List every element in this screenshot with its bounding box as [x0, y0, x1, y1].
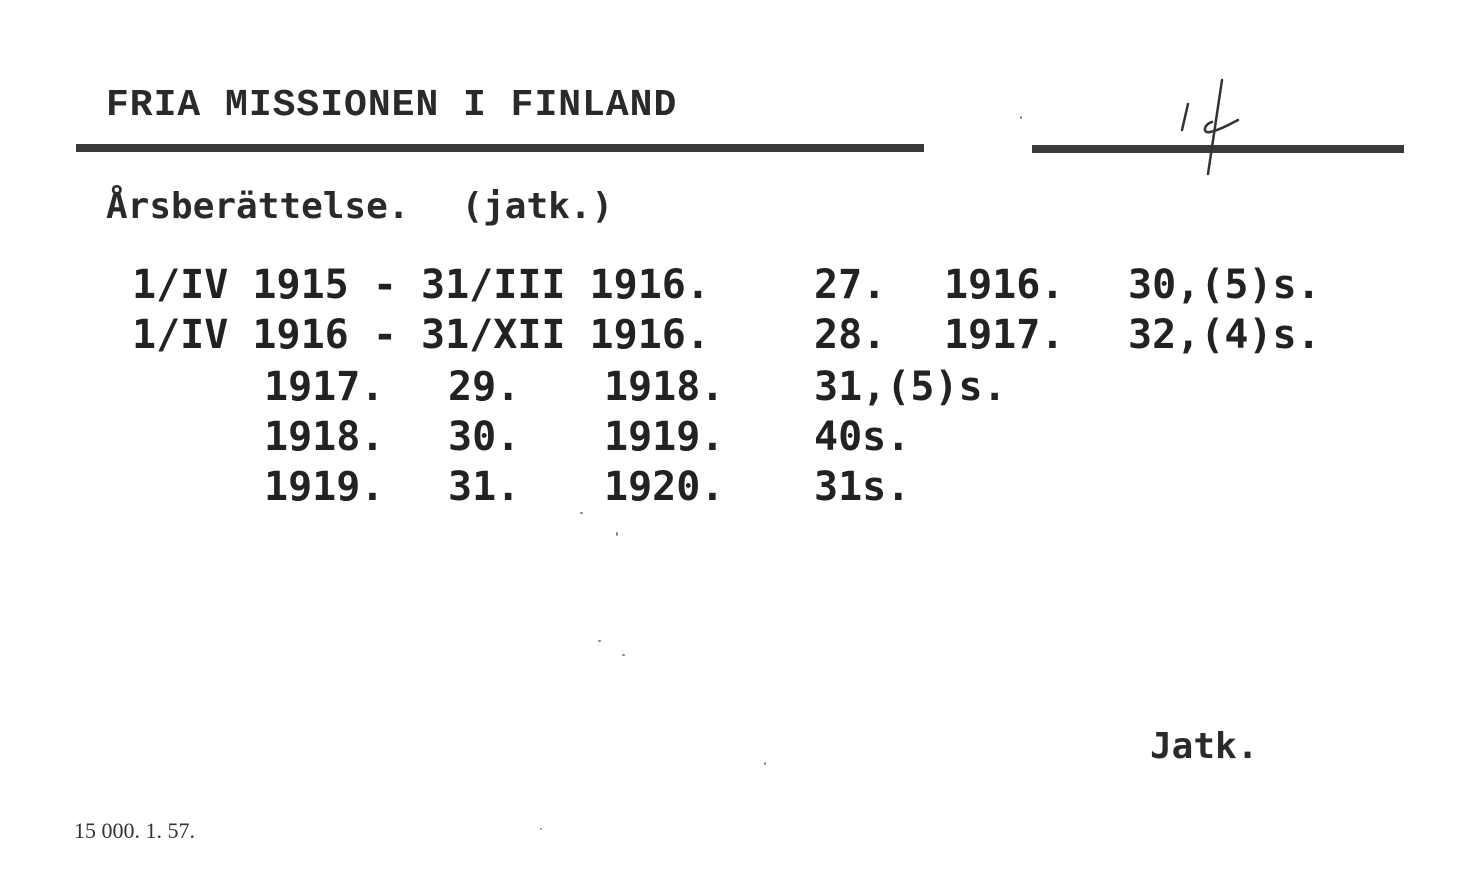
title-rule-left	[76, 144, 924, 152]
continued-label: Jatk.	[1150, 726, 1259, 767]
row-period: 1918.	[264, 414, 385, 460]
row-period: 1/IV 1916 - 31/XII 1916.	[132, 312, 710, 358]
row-number: 28.	[814, 312, 887, 358]
paper-speck	[616, 532, 618, 536]
row-number: 29.	[448, 364, 521, 410]
card-subtitle	[106, 186, 613, 227]
row-pages: 40s.	[814, 414, 911, 460]
row-year: 1916.	[944, 262, 1065, 308]
row-pages: 31,(5)s.	[814, 364, 1007, 410]
row-year: 1920.	[604, 464, 725, 510]
card-title: FRIA MISSIONEN I FINLAND	[106, 84, 678, 127]
row-period: 1919.	[264, 464, 385, 510]
print-code: 15 000. 1. 57.	[74, 818, 195, 843]
subtitle-note: (jatk.)	[461, 186, 614, 227]
paper-speck	[580, 512, 583, 514]
row-pages: 31s.	[814, 464, 911, 510]
paper-speck	[1020, 116, 1022, 119]
row-period: 1/IV 1915 - 31/III 1916.	[132, 262, 710, 308]
subtitle-main: Årsberättelse.	[106, 186, 410, 227]
row-number: 30.	[448, 414, 521, 460]
row-period: 1917.	[264, 364, 385, 410]
row-year: 1918.	[604, 364, 725, 410]
handwritten-mark	[1160, 72, 1250, 182]
row-number: 27.	[814, 262, 887, 308]
row-year: 1919.	[604, 414, 725, 460]
paper-speck	[540, 828, 542, 830]
paper-speck	[598, 640, 601, 642]
row-pages: 32,(4)s.	[1128, 312, 1321, 358]
paper-speck	[764, 762, 766, 765]
row-number: 31.	[448, 464, 521, 510]
row-year: 1917.	[944, 312, 1065, 358]
paper-speck	[622, 654, 625, 656]
row-pages: 30,(5)s.	[1128, 262, 1321, 308]
